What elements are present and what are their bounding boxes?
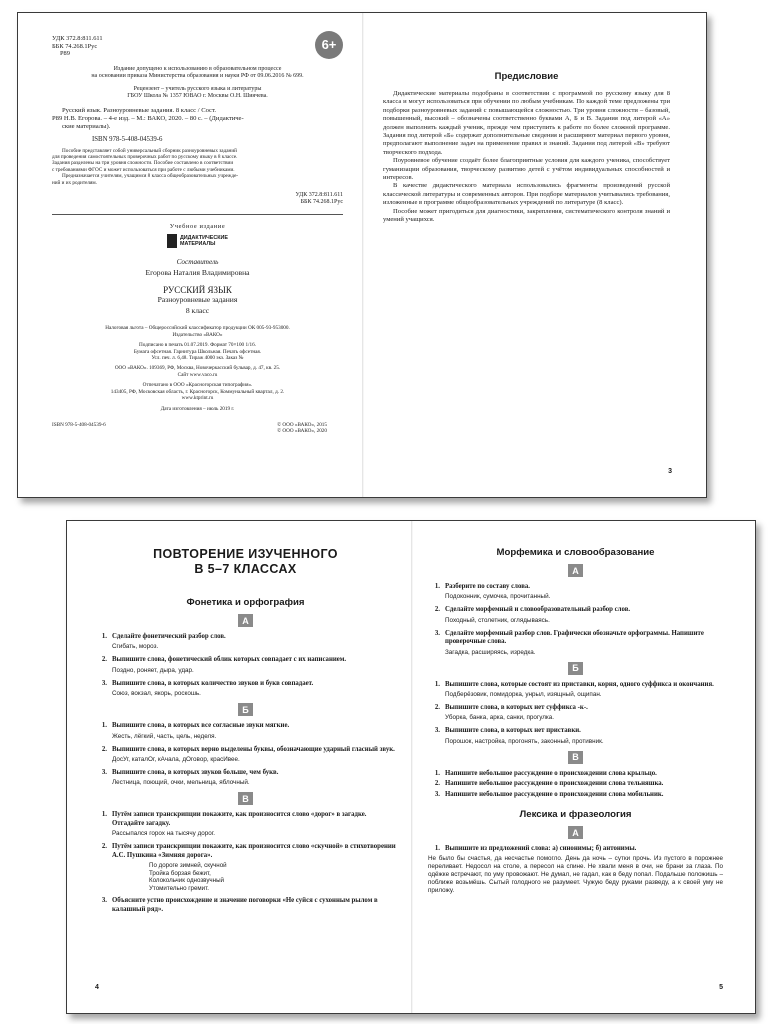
- biblio-line: ские материалы).: [62, 122, 111, 130]
- level-badge-v: В: [568, 751, 583, 764]
- section-title: Морфемика и словообразование: [496, 547, 655, 558]
- preface-paragraph: В качестве дидактического материала использовались фрагменты произведений русской классической литературы и современных авторов. При подборе материалов учитывались требования, изложенные в программе общеобразовательных учреждений по литературе (8 класс).: [383, 182, 670, 207]
- task-material: ДосУг, каталОг, кАчала, дОговор, красИвее.: [112, 756, 240, 764]
- poem-line: Утомительно гремит.: [149, 884, 209, 892]
- task-number: 2.: [101, 745, 107, 753]
- logo-text-line: ДИДАКТИЧЕСКИЕ: [179, 235, 229, 242]
- imprint-line: Издательство «ВАКО»: [172, 331, 223, 338]
- udk-block-right: [52, 192, 343, 215]
- task: [428, 770, 723, 778]
- preface-heading: Предисловие: [494, 71, 559, 82]
- edition-type: Учебное издание: [169, 223, 226, 231]
- task: [95, 746, 396, 754]
- task-number: 3.: [101, 897, 107, 905]
- task-number: 3.: [101, 679, 107, 687]
- task-text: Выпишите слова, в которых количество звуков и букв совпадает.: [112, 679, 314, 687]
- task: [428, 845, 723, 853]
- task-text: Выпишите слова, в которых нет приставки.: [445, 727, 581, 735]
- task: [428, 630, 723, 647]
- imprint-date: Дата изготовления – июль 2019 г.: [160, 405, 235, 412]
- imprint-line: Усл. печ. л. 6,48. Тираж 4000 экз. Заказ №: [151, 355, 244, 362]
- bibliographic-entry: [52, 107, 343, 131]
- imprint-publisher: [52, 365, 343, 378]
- task-text: Сделайте морфемный и словообразовательный разбор слов.: [445, 606, 631, 614]
- level-badge-b: Б: [568, 662, 583, 675]
- task-number: 3.: [434, 790, 440, 798]
- bbk-line: ББК 74.268.1Рус: [52, 42, 98, 50]
- imprint-line: Отпечатано в ООО «Красногорская типография».: [142, 382, 253, 389]
- task: [95, 843, 396, 860]
- imprint-line: 143405, РФ, Московская область, г. Красногорск, Коммунальный квартал, д. 2.: [110, 388, 285, 395]
- annotation-line: с требованиями ФГОС и может использоваться при работе с любыми учебниками.: [52, 166, 235, 173]
- task-text: Выпишите слова, в которых все согласные звуки мягкие.: [112, 722, 290, 730]
- book-subtitle: Разноуровневые задания: [157, 295, 238, 305]
- preface-paragraph: Пособие может пригодиться для диагностики, закрепления, систематического контроля знаний и умений учащихся.: [383, 207, 670, 224]
- task: [428, 791, 723, 799]
- task-text: Напишите небольшое рассуждение о происхождении слова мобильник.: [445, 790, 664, 798]
- imprint-line: Подписано в печать 01.07.2019. Формат 70×100 1/16.: [139, 342, 256, 349]
- level-badge-a: А: [568, 826, 583, 839]
- task-number: 1.: [101, 633, 107, 640]
- page-preface: [363, 13, 707, 497]
- preface-paragraph: Поуровневое обучение создаёт более благоприятные условия для каждого ученика, способствует гуманизации образования, творческому развитию детей с учётом индивидуальных способностей и интересов.: [383, 157, 670, 182]
- author-code: Р89: [60, 50, 70, 58]
- annotation-line: Предназначается учителям, учащимся 8 класса общеобразовательных учрежде-: [62, 173, 239, 180]
- task-material: Рассыпался горох на тысячу дорог.: [112, 830, 216, 838]
- task: [95, 769, 396, 777]
- spread-imprint-preface: [17, 12, 707, 498]
- task-text: Выпишите слова, в которых верно выделены буквы, обозначающие ударный гласный звук.: [112, 745, 395, 753]
- task-number: 3.: [101, 769, 107, 777]
- series-logo: [52, 234, 343, 248]
- annotation-line: для проведения самостоятельных проверочных работ по русскому языку в 8 классе.: [52, 154, 238, 160]
- task: [95, 811, 396, 828]
- task-material: Загадка, расширяясь, изредка.: [445, 648, 536, 656]
- task: [95, 897, 396, 914]
- poem-line: Колокольчик однозвучный: [149, 877, 224, 885]
- reviewer-note: [52, 86, 343, 100]
- approval-line: Издание допущено к использованию в образовательном процессе: [113, 65, 282, 72]
- compiler-label: Составитель: [176, 258, 219, 267]
- task-number: 1.: [434, 583, 440, 590]
- task-text: Сделайте фонетический разбор слов.: [112, 633, 226, 640]
- compiler-name: Егорова Наталия Владимировна: [145, 268, 250, 278]
- level-badge-a: А: [568, 564, 583, 577]
- task-number: 1.: [434, 680, 440, 688]
- annotation-line: Задания разделены на три уровня сложности. Пособие составлено в соответствии: [52, 160, 234, 167]
- task-number: 3.: [434, 727, 440, 735]
- task-text: Выпишите из предложений слова: а) синонимы; б) антонимы.: [445, 845, 637, 853]
- footer-isbn: ISBN 978-5-408-04539-6: [52, 421, 106, 428]
- task-number: 1.: [434, 845, 440, 853]
- copyright-line: © ООО «ВАКО», 2020: [277, 428, 327, 435]
- page-number: 5: [719, 984, 723, 991]
- imprint-line: www.ktprint.ru: [181, 395, 214, 402]
- task-number: 2.: [101, 656, 107, 664]
- approval-line: на основании приказа Министерства образования и науки РФ от 09.06.2016 № 699.: [91, 72, 304, 79]
- task-number: 1.: [101, 722, 107, 730]
- task-material: Походный, столетник, оглядываясь.: [445, 616, 550, 624]
- task-number: 3.: [434, 629, 440, 637]
- imprint-line: Сайт www.vaco.ru: [177, 371, 218, 378]
- biblio-line: Р89 Н.В. Егорова. – 4-е изд. – М.: ВАКО, 2020. – 80 с. – (Дидактиче-: [52, 114, 244, 122]
- imprint-line: Бумага офсетная. Гарнитура Школьная. Печать офсетная.: [133, 348, 262, 355]
- book-title: РУССКИЙ ЯЗЫК: [163, 285, 232, 296]
- task-material: Жесть, лёгкий, часть, цель, неделя.: [112, 732, 217, 740]
- level-badge-b: Б: [238, 703, 253, 716]
- udk-block: [52, 35, 343, 58]
- age-rating-badge: 6+: [315, 31, 343, 59]
- poem-line: По дороге зимней, скучной: [149, 862, 227, 870]
- task-text: Путём записи транскрипции покажите, как произносится слово «дорог» в загадке. Отгадайте загадку.: [112, 811, 367, 827]
- chapter-title: [95, 547, 396, 577]
- imprint-printer: [52, 382, 343, 401]
- isbn: ISBN 978-5-408-04539-6: [92, 135, 163, 143]
- approval-note: [52, 66, 343, 80]
- section-title: Фонетика и орфография: [186, 597, 305, 608]
- task-text: Разберите по составу слова.: [445, 583, 530, 590]
- task: [428, 704, 723, 712]
- task-material: Порошок, настройка, прогонять, законный, противник.: [445, 737, 604, 745]
- task: [428, 681, 723, 689]
- task-text: Выпишите слова, фонетический облик которых совпадает с их написанием.: [112, 656, 347, 664]
- page-number: 4: [95, 984, 99, 991]
- annotation-line: ний и их родителям.: [52, 179, 97, 186]
- biblio-line: Русский язык. Разноуровневые задания. 8 класс / Сост.: [62, 106, 217, 114]
- chapter-title-line: ПОВТОРЕНИЕ ИЗУЧЕННОГО: [153, 547, 338, 561]
- task-number: 2.: [101, 843, 107, 851]
- poem-excerpt: [149, 862, 396, 892]
- task-material: Не было бы счастья, да несчастье помогло. День да ночь – сутки прочь. Из пустого в порожнее переливает. Недосол на столе, а пересол на спине. Не хвали меня в очи, не брани за глаза. По одёжке встречают, по уму провожают. Не думал, не гадал, как в беду попал. Подальше положишь – поближе возьмёшь. Сытый голодного не разумеет. Чужую беду руками разведу, а к своей уму не приложу.: [428, 855, 723, 895]
- task-text: Путём записи транскрипции покажите, как произносится слово «скучной» в стихотворении А.С. Пушкина «Зимняя дорога».: [112, 843, 396, 859]
- preface-paragraph: Дидактические материалы подобраны в соответствии с программой по русскому языку для 8 класса и могут использоваться при обучении по любым учебникам. По каждой теме предложены три подборки разноуровневых заданий с повышающейся сложностью. Три уровня сложности – базовый, повышенный, высокий – обозначены соответственно буквами А, Б и В. Задания под литерой «А» должен выполнить каждый ученик, прежде чем приступить к работе по более сложной программе. Задания под литерой «Б» содержат дополнительные сведения и расширяют материал первого уровня, предполагают выполнение задач на применение правил и знаний. Задания под литерой «В» требуют творческого подхода.: [383, 90, 670, 156]
- task-text: Выпишите слова, в которых нет суффикса -к-.: [445, 704, 588, 712]
- task-material: Сгибать, мороз.: [112, 643, 159, 651]
- task: [95, 680, 396, 688]
- chapter-title-line: В 5–7 КЛАССАХ: [194, 562, 297, 576]
- task-material: Подберёзовик, помидорка, унрыл, изящный, ощипан.: [445, 691, 602, 699]
- imprint-tax: [52, 325, 343, 338]
- logo-text-line: МАТЕРИАЛЫ: [179, 241, 216, 248]
- preface-body: [383, 90, 670, 225]
- task-text: Выпишите слова, которые состоят из приставки, корня, одного суффикса и окончания.: [445, 680, 714, 688]
- imprint-footer: [52, 422, 343, 435]
- annotation: [52, 148, 343, 186]
- task-text: Напишите небольшое рассуждение о происхождении слова тельняшка.: [445, 780, 664, 788]
- logo-mark-icon: [167, 234, 177, 248]
- section-title: Лексика и фразеология: [519, 809, 632, 821]
- copyright: [277, 422, 343, 435]
- task-number: 1.: [101, 811, 107, 819]
- udk-right-line: ББК 74.268.1Рус: [300, 199, 343, 206]
- reviewer-line: ГБОУ Школа № 1357 ЮВАО г. Москвы О.Н. Шиячева.: [127, 93, 268, 100]
- task: [428, 780, 723, 788]
- level-badge-v: В: [238, 792, 253, 805]
- reviewer-line: Рецензент – учитель русского языка и литературы: [133, 86, 262, 93]
- task-material: Союз, вокзал, якорь, роскошь.: [112, 690, 201, 698]
- udk-right-line: УДК 372.8:811.611: [295, 192, 343, 199]
- page-number: 3: [668, 468, 672, 475]
- task-text: Выпишите слова, в которых звуков больше, чем букв.: [112, 769, 279, 777]
- imprint-line: ООО «ВАКО». 109369, РФ, Москва, Новочеркасский бульвар, д. 47, кв. 25.: [114, 365, 281, 372]
- task-material: Уборка, банка, арка, санки, прогулка.: [445, 714, 555, 722]
- spread-exercises: [66, 520, 756, 1014]
- poem-line: Тройка борзая бежит,: [149, 869, 211, 877]
- imprint-line: Налоговая льгота – Общероссийский классификатор продукции ОК 005-93-953000.: [105, 325, 290, 332]
- task: [95, 656, 396, 664]
- task: [95, 633, 396, 641]
- task-material: Подоконник, сумочка, прочитанный.: [445, 593, 551, 601]
- task: [428, 583, 723, 591]
- udk-line: УДК 372.8:811.611: [52, 35, 103, 42]
- task-number: 2.: [434, 704, 440, 712]
- page-morphemics: [412, 521, 756, 1013]
- copyright-line: © ООО «ВАКО», 2015: [277, 421, 327, 428]
- task: [95, 722, 396, 730]
- task-text: Объясните устно происхождение и значение поговорки «Не суйся с сухонным рылом в калашный ряд».: [112, 897, 378, 913]
- task-number: 2.: [434, 780, 440, 788]
- task-text: Сделайте морфемный разбор слов. Графически обозначьте орфограммы. Напишите проверочные слова.: [445, 629, 704, 646]
- annotation-line: Пособие представляет собой универсальный сборник разноуровневых заданий: [62, 147, 237, 154]
- book-grade: 8 класс: [185, 306, 210, 316]
- page-imprint: [18, 13, 363, 497]
- task-number: 1.: [434, 769, 440, 777]
- task-number: 2.: [434, 606, 440, 614]
- task: [428, 606, 723, 614]
- imprint-print-details: [52, 342, 343, 361]
- level-badge-a: А: [238, 614, 253, 627]
- task: [428, 727, 723, 735]
- page-phonetics: [67, 521, 412, 1013]
- task-material: Поздно, роняет, дыра, удар.: [112, 666, 194, 674]
- task-text: Напишите небольшое рассуждение о происхождении слова крыльцо.: [445, 769, 657, 777]
- task-material: Лестница, поющий, очки, мельница, яблочный.: [112, 779, 250, 787]
